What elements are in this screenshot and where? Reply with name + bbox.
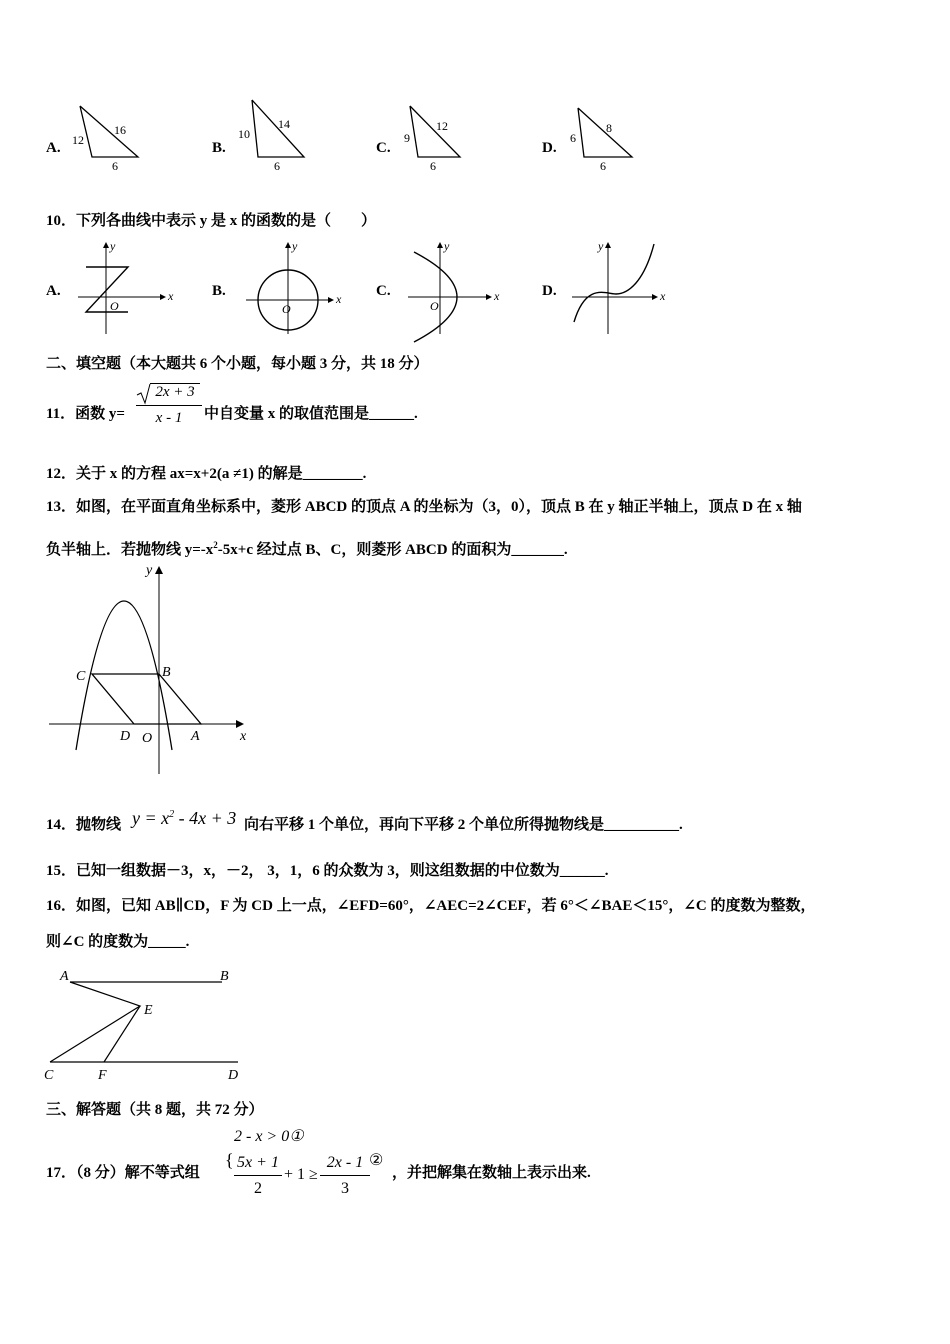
triangle-b	[232, 96, 312, 176]
triangle-a-right: 16	[114, 123, 126, 137]
q13-line2-post: -5x+c 经过点 B、C，则菱形 ABCD 的面积为_______.	[217, 542, 568, 558]
q16-line2: 则∠C 的度数为_____.	[46, 934, 190, 950]
q10-a-x-label: x	[168, 289, 174, 303]
q10-text: 10．下列各曲线中表示 y 是 x 的函数的是（ ）	[46, 213, 377, 229]
q10-a-y-label: y	[110, 239, 116, 253]
q10-b-y-label: y	[292, 239, 298, 253]
q13-line2-pre: 负半轴上．若抛物线 y=-x	[46, 542, 214, 558]
q17-denominator-1: 2	[254, 1180, 262, 1197]
q10-graph-c	[400, 239, 510, 337]
q10-b-x-label: x	[336, 292, 342, 306]
q14-eq-pre: y = x	[132, 808, 170, 828]
q16-line1: 16．如图，已知 AB∥CD，F 为 CD 上一点，∠EFD=60°，∠AEC=2∠CEF，若 6°＜∠BAE＜15°，∠C 的度数为整数，	[46, 898, 816, 914]
q13-figure	[44, 562, 264, 777]
q14-equation	[132, 808, 236, 829]
q17-fraction-bar-1	[234, 1175, 282, 1176]
q13-line1: 13．如图，在平面直角坐标系中，菱形 ABCD 的顶点 A 的坐标为（3，0），顶点 B 在 y 轴正半轴上，顶点 D 在 x 轴	[46, 499, 802, 515]
triangle-c-left: 9	[404, 131, 410, 145]
q17-brace: {	[225, 1150, 234, 1170]
q13-label-d: D	[120, 729, 131, 744]
triangle-d-left: 6	[570, 131, 576, 145]
q16-label-b: B	[220, 969, 229, 984]
q11-fraction-bar	[136, 405, 202, 406]
q13-label-x: x	[240, 729, 247, 744]
q17-numerator-1: 5x + 1	[237, 1154, 279, 1171]
q10-option-b-label: B.	[212, 283, 226, 299]
triangle-a-left: 12	[72, 133, 84, 147]
triangle-a	[68, 100, 148, 180]
option-c-label: C.	[376, 140, 391, 156]
section2-title: 二、填空题（本大题共 6 个小题，每小题 3 分，共 18 分）	[46, 356, 429, 372]
q10-graph-b	[236, 239, 346, 337]
q10-b-origin: O	[282, 302, 291, 316]
q17-denominator-2: 3	[341, 1180, 349, 1197]
q10-c-origin: O	[430, 299, 439, 313]
triangle-c-bottom: 6	[430, 159, 436, 173]
q16-label-c: C	[44, 1068, 54, 1083]
q10-option-d-label: D.	[542, 283, 557, 299]
q17-suffix: ，并把解集在数轴上表示出来.	[392, 1165, 591, 1181]
q13-superscript: 2	[213, 540, 218, 550]
q13-label-c: C	[76, 669, 86, 684]
q12-text: 12．关于 x 的方程 ax=x+2(a ≠1) 的解是________.	[46, 466, 367, 482]
triangle-b-bottom: 6	[274, 159, 280, 173]
option-b-label: B.	[212, 140, 226, 156]
q10-a-origin: O	[110, 299, 119, 313]
option-a-label: A.	[46, 140, 61, 156]
q17-fraction-bar-2	[320, 1175, 370, 1176]
q14-prefix: 14．抛物线	[46, 817, 122, 833]
q10-c-y-label: y	[444, 239, 450, 253]
triangle-a-bottom: 6	[112, 159, 118, 173]
q13-line2	[46, 535, 568, 560]
q17-prefix: 17．（8 分）解不等式组	[46, 1165, 200, 1181]
q11-denominator: x - 1	[155, 410, 183, 426]
q11-prefix: 11．函数 y=	[46, 406, 125, 422]
q16-label-e: E	[144, 1003, 153, 1018]
q16-figure	[42, 964, 252, 1084]
q11-suffix: 中自变量 x 的取值范围是______.	[204, 406, 418, 422]
q16-label-f: F	[98, 1068, 107, 1083]
q11-sqrt-sign	[137, 383, 151, 405]
q17-middle: + 1 ≥	[284, 1166, 318, 1183]
q10-option-a-label: A.	[46, 283, 61, 299]
q10-option-c-label: C.	[376, 283, 391, 299]
q15-text: 15．已知一组数据－3，x，－2， 3，1，6 的众数为 3，则这组数据的中位数为______.	[46, 863, 609, 879]
triangle-b-left: 10	[238, 127, 250, 141]
q13-label-a: A	[191, 729, 200, 744]
q13-label-o: O	[142, 731, 153, 746]
q13-label-b: B	[162, 665, 171, 680]
section3-title: 三、解答题（共 8 题，共 72 分）	[46, 1102, 264, 1118]
q10-d-y-label: y	[598, 239, 604, 253]
q14-eq-sup: 2	[169, 809, 175, 820]
q17-numerator-2: 2x - 1	[326, 1154, 364, 1171]
q10-c-x-label: x	[494, 289, 500, 303]
triangle-c	[400, 100, 480, 180]
triangle-d-bottom: 6	[600, 159, 606, 173]
triangle-d	[566, 100, 646, 180]
q10-graph-d	[566, 239, 676, 337]
triangle-c-right: 12	[436, 119, 448, 133]
q16-label-d: D	[228, 1068, 239, 1083]
q10-graph-a	[70, 239, 180, 337]
q14-suffix: 向右平移 1 个单位，再向下平移 2 个单位所得抛物线是__________.	[244, 817, 683, 833]
option-d-label: D.	[542, 140, 557, 156]
triangle-d-right: 8	[606, 121, 612, 135]
q17-circle-2: ②	[369, 1152, 384, 1169]
q16-label-a: A	[60, 969, 69, 984]
q11-numerator: 2x + 3	[155, 384, 195, 400]
triangle-b-right: 14	[278, 117, 290, 131]
q10-d-x-label: x	[660, 289, 666, 303]
q14-eq-post: - 4x + 3	[174, 808, 237, 828]
q17-inequality-1: 2 - x > 0①	[234, 1128, 304, 1145]
q13-label-y: y	[146, 563, 153, 578]
